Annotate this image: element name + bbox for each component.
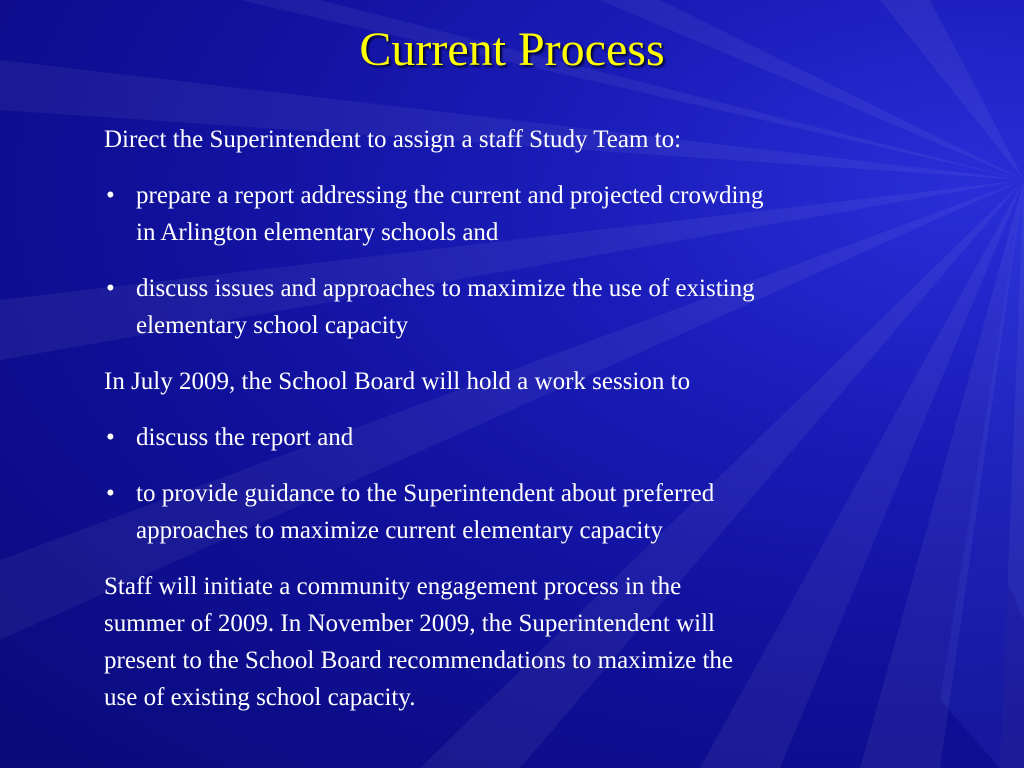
bullet-text-line: discuss the report and xyxy=(136,424,354,451)
closing-line: summer of 2009. In November 2009, the Superintendent will xyxy=(104,610,715,637)
bullet-text-line: to provide guidance to the Superintendent about preferred xyxy=(136,480,715,507)
bullet-text-line: prepare a report addressing the current and projected crowding xyxy=(136,182,764,209)
bullet-icon: • xyxy=(106,424,115,451)
slide-body xyxy=(104,121,934,735)
closing-paragraph xyxy=(104,568,934,716)
bullet-text-line: elementary school capacity xyxy=(136,312,409,339)
intro-paragraph: Direct the Superintendent to assign a staff Study Team to: xyxy=(104,126,682,153)
bullet-item xyxy=(104,177,934,251)
slide-title: Current Process xyxy=(359,23,665,76)
bullet-icon: • xyxy=(106,275,115,302)
bullet-icon: • xyxy=(106,480,115,507)
session-paragraph: In July 2009, the School Board will hold a work session to xyxy=(104,368,691,395)
bullet-item xyxy=(104,270,934,344)
closing-line: present to the School Board recommendations to maximize the xyxy=(104,647,734,674)
bullet-text-line: approaches to maximize current elementary capacity xyxy=(136,517,663,544)
closing-line: use of existing school capacity. xyxy=(104,684,416,711)
bullet-item xyxy=(104,475,934,549)
closing-line: Staff will initiate a community engagement process in the xyxy=(104,573,682,600)
bullet-text-line: in Arlington elementary schools and xyxy=(136,219,499,246)
bullet-item xyxy=(104,419,934,456)
bullet-icon: • xyxy=(106,182,115,209)
bullet-text-line: discuss issues and approaches to maximize the use of existing xyxy=(136,275,755,302)
